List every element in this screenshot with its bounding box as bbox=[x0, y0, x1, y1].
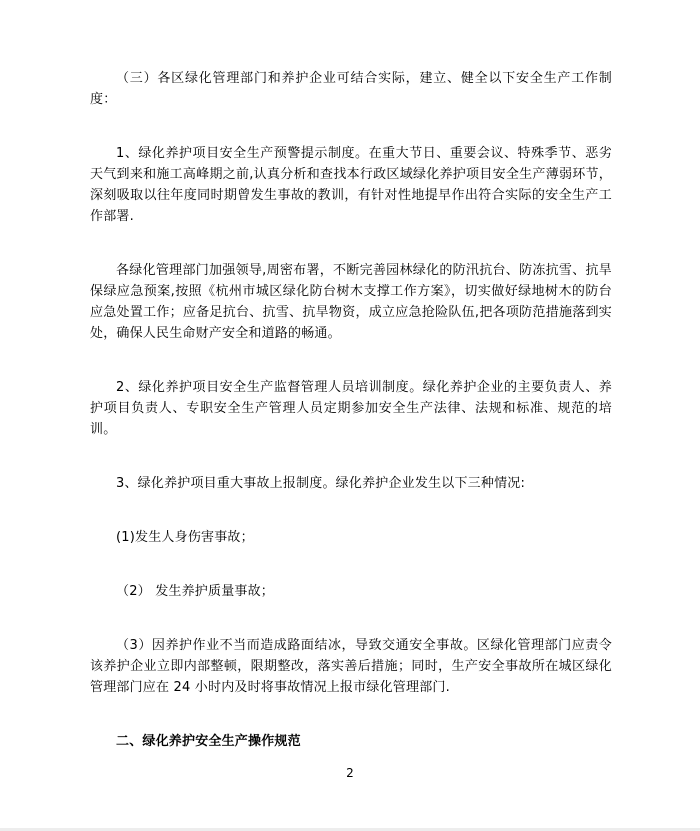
section-heading: 二、绿化养护安全生产操作规范 bbox=[116, 734, 301, 749]
paragraph: （2） 发生养护质量事故； bbox=[116, 584, 275, 599]
paragraph: 2、绿化养护项目安全生产监督管理人员培训制度。绿化养护企业的主要负责人、养护项目负责人、专职安全生产管理人员定期参加安全生产法律、法规和标准、规范的培训。 bbox=[90, 380, 612, 437]
paragraph: 1、绿化养护项目安全生产预警提示制度。在重大节日、重要会议、特殊季节、恶劣天气到来和施工高峰期之前,认真分析和查找本行政区域绿化养护项目安全生产薄弱环节，深刻吸取以往年度同时期曾发生事故的教训，有针对性地提早作出符合实际的安全生产工作部署. bbox=[90, 146, 612, 224]
paragraph: 3、绿化养护项目重大事故上报制度。绿化养护企业发生以下三种情况: bbox=[116, 476, 526, 491]
document-body bbox=[90, 68, 612, 785]
paragraph: (1)发生人身伤害事故； bbox=[116, 530, 254, 545]
paragraph: （3）因养护作业不当而造成路面结冰，导致交通安全事故。区绿化管理部门应责令该养护企业立即内部整顿，限期整改，落实善后措施；同时，生产安全事故所在城区绿化管理部门应在 24 小时内及时将事故情况上报市绿化管理部门. bbox=[90, 638, 612, 695]
paragraph: （三）各区绿化管理部门和养护企业可结合实际，建立、健全以下安全生产工作制度： bbox=[90, 71, 612, 107]
page-number: 2 bbox=[346, 766, 354, 780]
paragraph: 各绿化管理部门加强领导,周密布署，不断完善园林绿化的防汛抗台、防冻抗雪、抗旱保绿应急预案,按照《杭州市城区绿化防台树木支撑工作方案》，切实做好绿地树木的防台应急处置工作；应备足抗台、抗雪、抗旱物资，成立应急抢险队伍,把各项防范措施落到实处，确保人民生命财产安全和道路的畅通。 bbox=[90, 263, 612, 341]
